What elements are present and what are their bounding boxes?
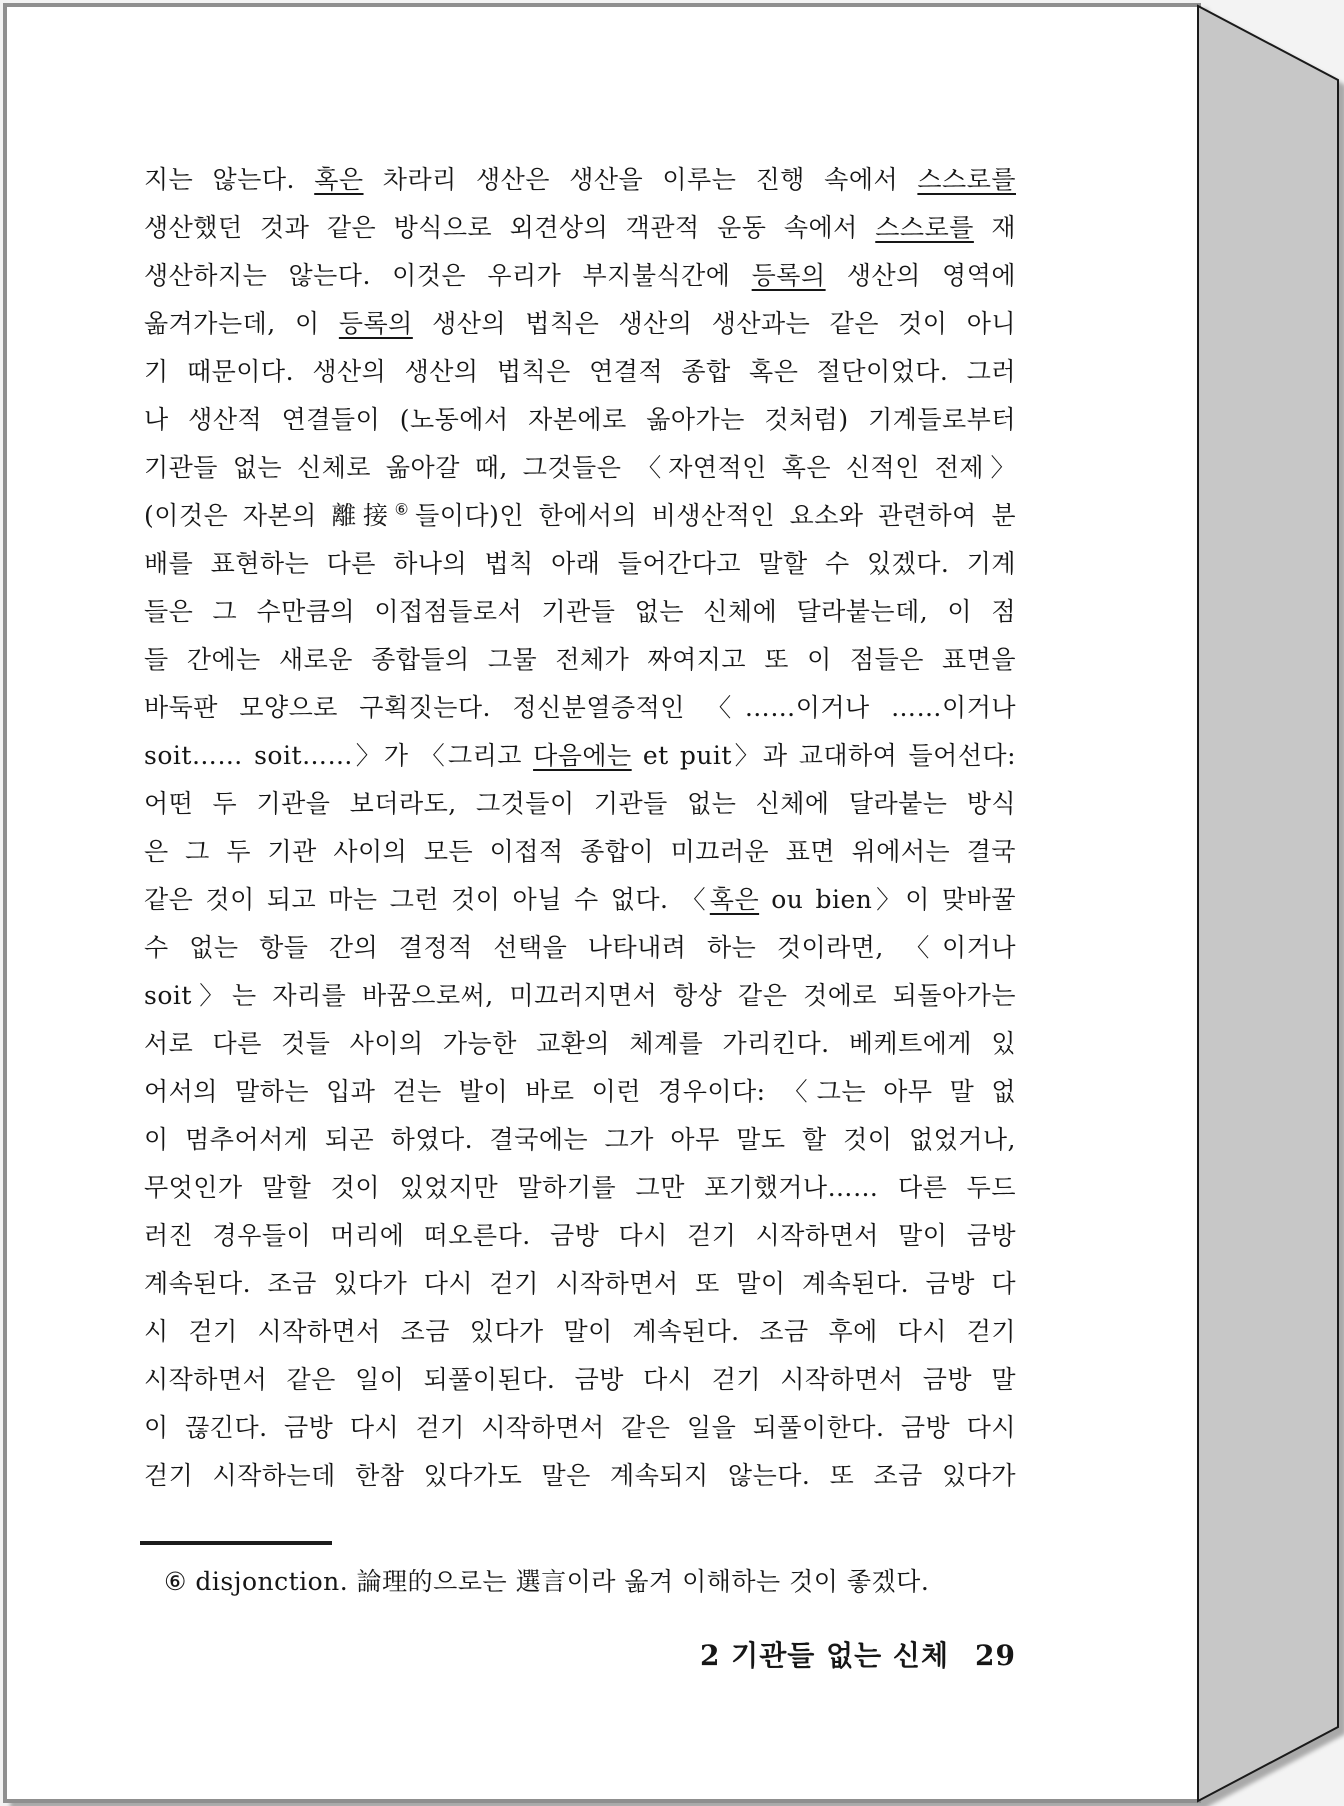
body-line: 어떤 두 기관을 보더라도, 그것들이 기관들 없는 신체에 달라붙는 방식 xyxy=(144,789,1016,818)
body-line: 수 없는 항들 간의 결정적 선택을 나타내려 하는 것이라면, 〈이거나 xyxy=(144,933,1016,962)
body-line: 어서의 말하는 입과 걷는 발이 바로 이런 경우이다: 〈그는 아무 말 없 xyxy=(144,1077,1016,1106)
body-line: 기관들 없는 신체로 옮아갈 때, 그것들은 〈자연적인 혹은 신적인 전제〉 xyxy=(144,453,1016,482)
body-line: 시 걷기 시작하면서 조금 있다가 말이 계속된다. 조금 후에 다시 걷기 xyxy=(144,1317,1016,1346)
body-text xyxy=(144,156,1016,1500)
body-line: 서로 다른 것들 사이의 가능한 교환의 체계를 가리킨다. 베케트에게 있 xyxy=(144,1029,1016,1058)
body-line: 시작하면서 같은 일이 되풀이된다. 금방 다시 걷기 시작하면서 금방 말 xyxy=(144,1365,1016,1394)
body-line: soit〉는 자리를 바꿈으로써, 미끄러지면서 항상 같은 것에로 되돌아가는 xyxy=(144,981,1016,1010)
body-line: 무엇인가 말할 것이 있었지만 말하기를 그만 포기했거나…… 다른 두드 xyxy=(144,1173,1016,1202)
body-line: 은 그 두 기관 사이의 모든 이접적 종합이 미끄러운 표면 위에서는 결국 xyxy=(144,837,1016,866)
body-line: 옮겨가는데, 이 등록의 생산의 법칙은 생산의 생산과는 같은 것이 아니 xyxy=(144,309,1016,338)
body-line: 들 간에는 새로운 종합들의 그물 전체가 짜여지고 또 이 점들은 표면을 xyxy=(144,645,1016,674)
body-line: 기 때문이다. 생산의 생산의 법칙은 연결적 종합 혹은 절단이었다. 그러 xyxy=(144,357,1016,386)
body-line: 생산했던 것과 같은 방식으로 외견상의 객관적 운동 속에서 스스로를 재 xyxy=(144,213,1016,242)
body-line: 이 멈추어서게 되곤 하였다. 결국에는 그가 아무 말도 할 것이 없었거나, xyxy=(144,1125,1016,1154)
body-line: 나 생산적 연결들이 (노동에서 자본에로 옮아가는 것처럼) 기계들로부터 xyxy=(144,405,1016,434)
body-line: 이 끊긴다. 금방 다시 걷기 시작하면서 같은 일을 되풀이한다. 금방 다시 xyxy=(144,1413,1016,1442)
body-line: 들은 그 수만큼의 이접점들로서 기관들 없는 신체에 달라붙는데, 이 점 xyxy=(144,597,1016,626)
footnote-text: ⑥ disjonction. 論理的으로는 選言이라 옮겨 이해하는 것이 좋겠다. xyxy=(164,1567,930,1596)
chapter-heading: 2 기관들 없는 신체 xyxy=(699,1639,950,1672)
footnote-rule xyxy=(140,1541,332,1545)
body-line: (이것은 자본의 離接⑥들이다)인 한에서의 비생산적인 요소와 관련하여 분 xyxy=(144,500,1016,530)
body-line: 걷기 시작하는데 한참 있다가도 말은 계속되지 않는다. 또 조금 있다가 xyxy=(144,1461,1016,1490)
body-line: 계속된다. 조금 있다가 다시 걷기 시작하면서 또 말이 계속된다. 금방 다 xyxy=(144,1269,1016,1298)
page-number: 29 xyxy=(975,1639,1016,1672)
body-line: 러진 경우들이 머리에 떠오른다. 금방 다시 걷기 시작하면서 말이 금방 xyxy=(144,1221,1016,1250)
body-line: 생산하지는 않는다. 이것은 우리가 부지불식간에 등록의 생산의 영역에 xyxy=(144,261,1016,290)
body-line: 바둑판 모양으로 구획짓는다. 정신분열증적인 〈……이거나 ……이거나 xyxy=(144,693,1016,722)
body-line: soit…… soit……〉가 〈그리고 다음에는 et puit〉과 교대하여 들어선다: xyxy=(144,741,1016,770)
body-line: 지는 않는다. 혹은 차라리 생산은 생산을 이루는 진행 속에서 스스로를 xyxy=(144,165,1016,194)
body-line: 같은 것이 되고 마는 그런 것이 아닐 수 없다. 〈혹은 ou bien〉이 맞바꿀 xyxy=(144,885,1016,914)
body-line: 배를 표현하는 다른 하나의 법칙 아래 들어간다고 말할 수 있겠다. 기계 xyxy=(144,549,1016,578)
page-footer xyxy=(144,1634,1016,1674)
